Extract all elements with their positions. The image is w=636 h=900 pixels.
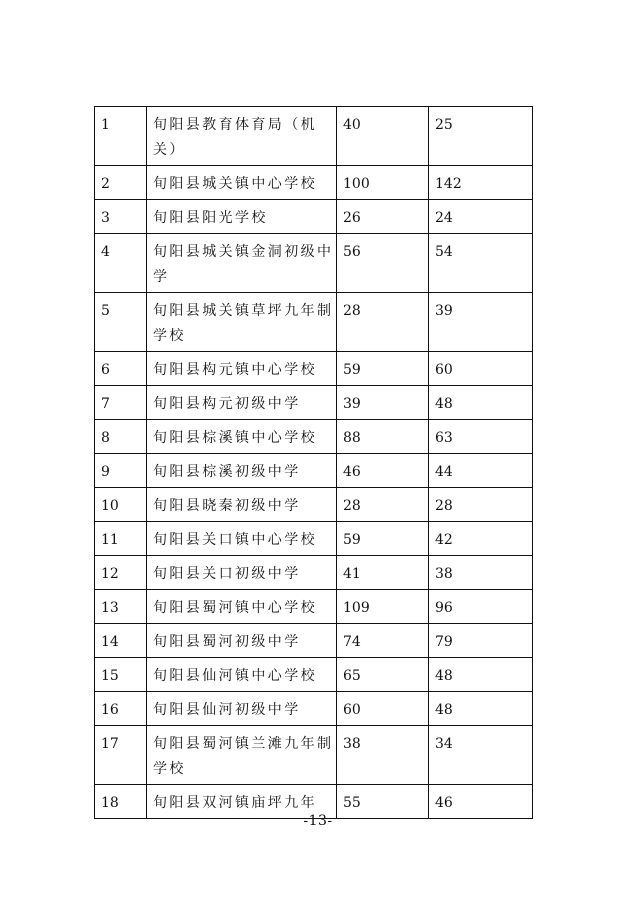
value-cell-col3: 60 <box>337 692 429 726</box>
table-row <box>95 692 533 726</box>
value-cell-col3: 46 <box>337 454 429 488</box>
school-name-cell: 旬阳县教育体育局（机关） <box>147 107 337 166</box>
table-row <box>95 454 533 488</box>
school-name-cell: 旬阳县晓秦初级中学 <box>147 488 337 522</box>
school-name-cell: 旬阳县城关镇金洞初级中学 <box>147 234 337 293</box>
row-number-cell: 11 <box>95 522 147 556</box>
table-row <box>95 166 533 200</box>
value-cell-col4: 96 <box>429 590 533 624</box>
table-row <box>95 556 533 590</box>
table-row <box>95 107 533 166</box>
table-row <box>95 293 533 352</box>
value-cell-col3: 59 <box>337 522 429 556</box>
value-cell-col4: 48 <box>429 386 533 420</box>
value-cell-col4: 34 <box>429 726 533 785</box>
row-number-cell: 4 <box>95 234 147 293</box>
school-name-cell: 旬阳县蜀河初级中学 <box>147 624 337 658</box>
table-row <box>95 352 533 386</box>
value-cell-col4: 24 <box>429 200 533 234</box>
value-cell-col3: 74 <box>337 624 429 658</box>
row-number-cell: 9 <box>95 454 147 488</box>
table-row <box>95 522 533 556</box>
value-cell-col3: 65 <box>337 658 429 692</box>
value-cell-col4: 54 <box>429 234 533 293</box>
row-number-cell: 1 <box>95 107 147 166</box>
value-cell-col4: 46 <box>429 785 533 819</box>
row-number-cell: 17 <box>95 726 147 785</box>
table-row <box>95 658 533 692</box>
value-cell-col3: 41 <box>337 556 429 590</box>
value-cell-col3: 26 <box>337 200 429 234</box>
table-row <box>95 420 533 454</box>
value-cell-col3: 88 <box>337 420 429 454</box>
value-cell-col4: 142 <box>429 166 533 200</box>
school-name-cell: 旬阳县双河镇庙坪九年 <box>147 785 337 819</box>
value-cell-col3: 100 <box>337 166 429 200</box>
row-number-cell: 10 <box>95 488 147 522</box>
table-row <box>95 386 533 420</box>
row-number-cell: 8 <box>95 420 147 454</box>
school-name-cell: 旬阳县关口初级中学 <box>147 556 337 590</box>
school-name-cell: 旬阳县关口镇中心学校 <box>147 522 337 556</box>
row-number-cell: 5 <box>95 293 147 352</box>
page-number: -13- <box>303 813 333 829</box>
value-cell-col3: 39 <box>337 386 429 420</box>
school-name-cell: 旬阳县棕溪镇中心学校 <box>147 420 337 454</box>
table-row <box>95 488 533 522</box>
row-number-cell: 18 <box>95 785 147 819</box>
row-number-cell: 14 <box>95 624 147 658</box>
value-cell-col3: 56 <box>337 234 429 293</box>
value-cell-col4: 25 <box>429 107 533 166</box>
value-cell-col4: 48 <box>429 658 533 692</box>
value-cell-col4: 79 <box>429 624 533 658</box>
school-name-cell: 旬阳县棕溪初级中学 <box>147 454 337 488</box>
row-number-cell: 13 <box>95 590 147 624</box>
value-cell-col3: 55 <box>337 785 429 819</box>
value-cell-col4: 44 <box>429 454 533 488</box>
school-name-cell: 旬阳县仙河初级中学 <box>147 692 337 726</box>
value-cell-col4: 63 <box>429 420 533 454</box>
row-number-cell: 7 <box>95 386 147 420</box>
value-cell-col4: 60 <box>429 352 533 386</box>
row-number-cell: 6 <box>95 352 147 386</box>
school-name-cell: 旬阳县阳光学校 <box>147 200 337 234</box>
value-cell-col4: 28 <box>429 488 533 522</box>
school-name-cell: 旬阳县构元镇中心学校 <box>147 352 337 386</box>
value-cell-col4: 48 <box>429 692 533 726</box>
school-name-cell: 旬阳县城关镇草坪九年制学校 <box>147 293 337 352</box>
school-name-cell: 旬阳县蜀河镇兰滩九年制学校 <box>147 726 337 785</box>
school-name-cell: 旬阳县城关镇中心学校 <box>147 166 337 200</box>
row-number-cell: 16 <box>95 692 147 726</box>
value-cell-col3: 28 <box>337 293 429 352</box>
value-cell-col3: 40 <box>337 107 429 166</box>
row-number-cell: 15 <box>95 658 147 692</box>
value-cell-col3: 28 <box>337 488 429 522</box>
value-cell-col4: 38 <box>429 556 533 590</box>
row-number-cell: 3 <box>95 200 147 234</box>
table-body <box>95 107 533 819</box>
table-row <box>95 624 533 658</box>
school-name-cell: 旬阳县仙河镇中心学校 <box>147 658 337 692</box>
table-row <box>95 726 533 785</box>
value-cell-col3: 59 <box>337 352 429 386</box>
table-row <box>95 590 533 624</box>
value-cell-col4: 42 <box>429 522 533 556</box>
value-cell-col4: 39 <box>429 293 533 352</box>
value-cell-col3: 109 <box>337 590 429 624</box>
value-cell-col3: 38 <box>337 726 429 785</box>
row-number-cell: 12 <box>95 556 147 590</box>
table-row <box>95 234 533 293</box>
row-number-cell: 2 <box>95 166 147 200</box>
school-name-cell: 旬阳县蜀河镇中心学校 <box>147 590 337 624</box>
table-row <box>95 200 533 234</box>
school-name-cell: 旬阳县构元初级中学 <box>147 386 337 420</box>
school-staff-table <box>94 106 533 819</box>
